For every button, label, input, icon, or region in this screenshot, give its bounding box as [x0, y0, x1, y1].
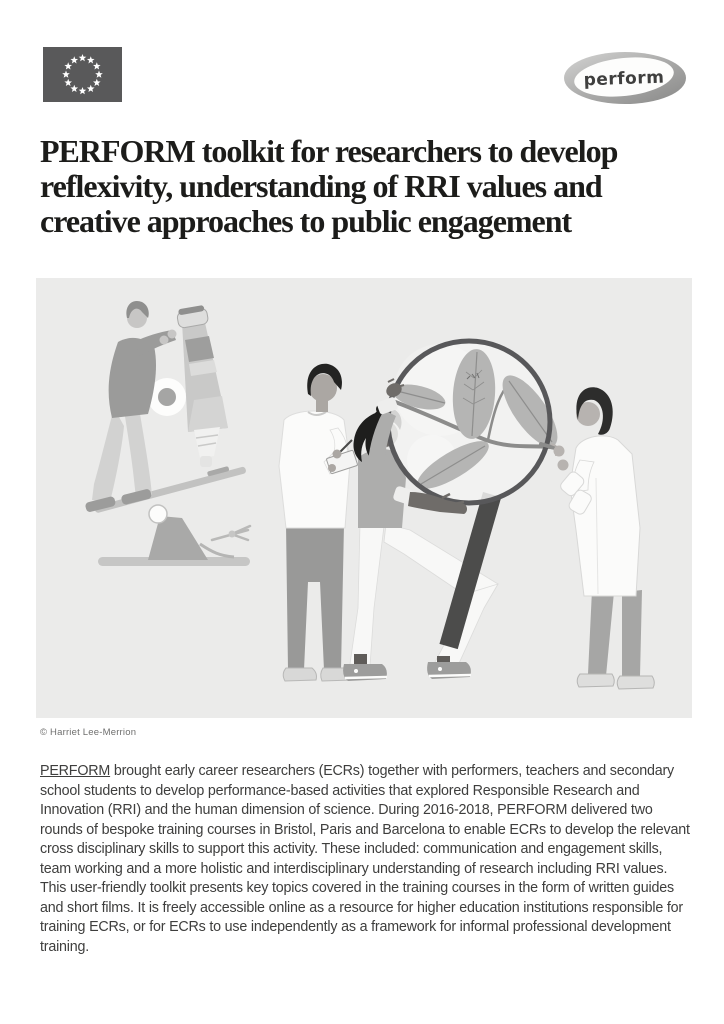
paragraph-1-text: brought early career researchers (ECRs) together with performers, teachers and secondary school students to develop performance-based activities that explored Responsible Research and Innovation (RRI) and the human dimension of science. During 2016-2018, PERFORM delivered two rounds of bespoke training courses in Bristol, Paris and Barcelona to enable ECRs to develop the relevant cross disciplinary skills to support this activity. These included: communication and engagement skills, team working and a more holistic and interdisciplinary understanding of research including RRI values. — [40, 763, 690, 877]
page-title — [40, 134, 700, 239]
paragraph-2: This user-friendly toolkit presents key topics covered in the training courses in the form of written guides and short films. It is freely accessible online as a resource for higher education institutions responsible for training ECRs, or for ECRs to use independently as a framework for informal professional development training. — [40, 880, 683, 955]
eu-flag-icon — [43, 47, 122, 102]
title-line-3: creative approaches to public engagement — [40, 203, 572, 239]
image-credit: © Harriet Lee-Merrion — [40, 727, 137, 738]
perform-logo-icon — [562, 48, 690, 108]
perform-link[interactable]: PERFORM — [40, 763, 111, 779]
hero-illustration-svg — [36, 278, 692, 718]
hero-illustration — [36, 278, 692, 718]
paragraph-1 — [40, 762, 692, 879]
perform-logo-text: perform — [583, 67, 665, 91]
title-line-1: PERFORM toolkit for researchers to develop — [40, 133, 618, 169]
intro-paragraph — [40, 762, 692, 957]
perform-logo — [562, 48, 690, 108]
title-line-2: reflexivity, understanding of RRI values and — [40, 168, 602, 204]
eu-flag-logo — [43, 47, 122, 102]
